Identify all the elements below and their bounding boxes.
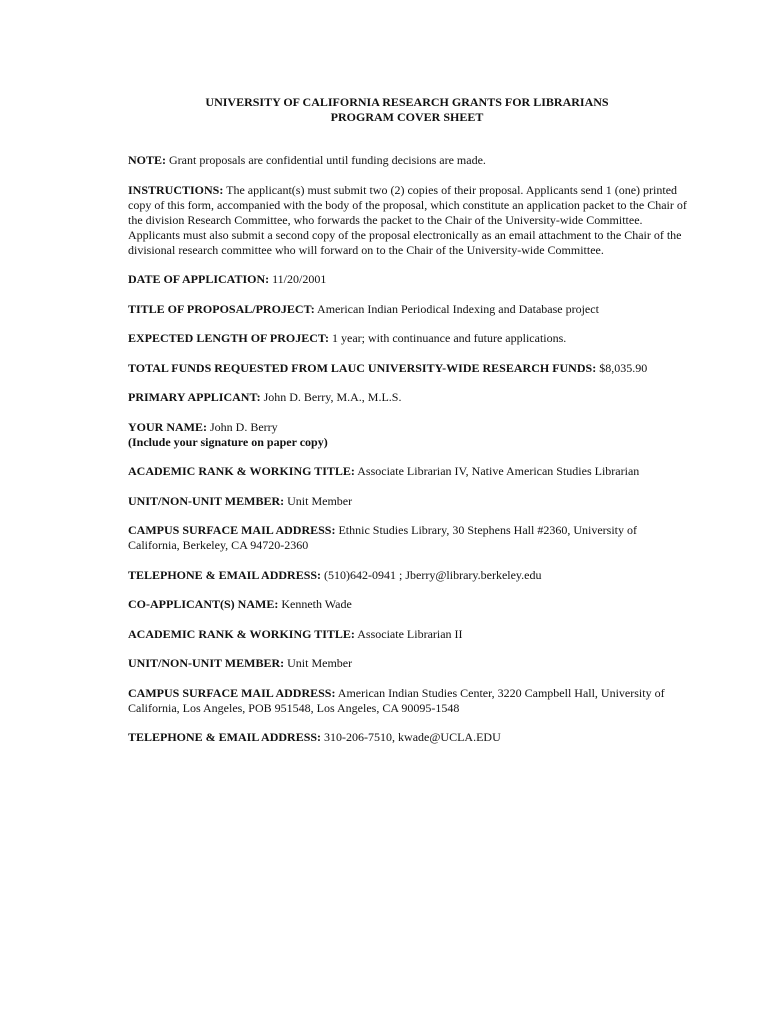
telephone-email-field xyxy=(128,568,688,583)
title-line-2: PROGRAM COVER SHEET xyxy=(330,110,484,124)
date-of-application-field xyxy=(128,272,688,287)
co-applicant-unit-member-field xyxy=(128,656,688,671)
total-funds-label: TOTAL FUNDS REQUESTED FROM LAUC UNIVERSITY-WIDE RESEARCH FUNDS: xyxy=(128,360,597,375)
proposal-title-field xyxy=(128,302,688,317)
expected-length-label: EXPECTED LENGTH OF PROJECT: xyxy=(128,331,330,345)
co-applicant-unit-member-value: Unit Member xyxy=(284,656,353,670)
note-value: Grant proposals are confidential until funding decisions are made. xyxy=(166,153,486,167)
instructions-field xyxy=(128,183,688,258)
co-applicant-campus-address-field xyxy=(128,686,688,716)
co-applicant-telephone-email-label: TELEPHONE & EMAIL ADDRESS: xyxy=(128,730,322,744)
primary-applicant-value: John D. Berry, M.A., M.L.S. xyxy=(260,390,402,404)
total-funds-value: $8,035.90 xyxy=(596,360,648,375)
co-applicant-unit-member-label: UNIT/NON-UNIT MEMBER: xyxy=(128,656,285,670)
co-applicant-academic-rank-label: ACADEMIC RANK & WORKING TITLE: xyxy=(128,626,355,641)
date-of-application-value: 11/20/2001 xyxy=(269,272,327,286)
co-applicant-telephone-email-value: 310-206-7510, kwade@UCLA.EDU xyxy=(321,730,501,744)
co-applicant-telephone-email-field xyxy=(128,730,688,745)
co-applicant-academic-rank-field xyxy=(128,627,688,642)
academic-rank-value: Associate Librarian IV, Native American Studies Librarian xyxy=(354,464,640,478)
unit-member-field xyxy=(128,494,688,509)
unit-member-value: Unit Member xyxy=(284,493,353,508)
co-applicant-label: CO-APPLICANT(S) NAME: xyxy=(128,597,279,611)
proposal-title-value: American Indian Periodical Indexing and Database project xyxy=(314,301,599,316)
expected-length-value: 1 year; with continuance and future applications. xyxy=(329,331,567,345)
unit-member-label: UNIT/NON-UNIT MEMBER: xyxy=(128,493,285,508)
campus-address-field xyxy=(128,523,688,553)
campus-address-label: CAMPUS SURFACE MAIL ADDRESS: xyxy=(128,523,336,537)
co-applicant-value: Kenneth Wade xyxy=(278,597,352,611)
expected-length-field xyxy=(128,331,688,346)
campus-address-value: Ethnic Studies Library, 30 Stephens Hall #2360, University of California, Berkeley, CA 94720-2360 xyxy=(128,523,637,552)
instructions-value: The applicant(s) must submit two (2) copies of their proposal. Applicants send 1 (one) printed copy of this form, accompanied with the body of the proposal, which constitute an application packet to the Chair of the division Research Committee, who forwards the packet to the Chair of the University-wide Committee. Applicants must also submit a second copy of the proposal electronically as an email attachment to the Chair of the divisional research committee who will forward on to the Chair of the University-wide Committee. xyxy=(128,182,687,257)
instructions-label: INSTRUCTIONS: xyxy=(128,182,224,197)
total-funds-field xyxy=(128,361,688,376)
telephone-email-value: (510)642-0941 ; Jberry@library.berkeley.edu xyxy=(321,567,542,582)
academic-rank-label: ACADEMIC RANK & WORKING TITLE: xyxy=(128,464,355,478)
telephone-email-label: TELEPHONE & EMAIL ADDRESS: xyxy=(128,567,322,582)
proposal-title-label: TITLE OF PROPOSAL/PROJECT: xyxy=(128,301,315,316)
co-applicant-campus-address-label: CAMPUS SURFACE MAIL ADDRESS: xyxy=(128,685,336,700)
note-label: NOTE: xyxy=(128,153,167,167)
your-name-label: YOUR NAME: xyxy=(128,419,207,434)
primary-applicant-field xyxy=(128,390,688,405)
your-name-field xyxy=(128,420,688,450)
date-of-application-label: DATE OF APPLICATION: xyxy=(128,272,270,286)
academic-rank-field xyxy=(128,464,688,479)
your-name-value: John D. Berry xyxy=(207,419,278,434)
cover-sheet-body xyxy=(128,153,688,760)
signature-note: (Include your signature on paper copy) xyxy=(128,434,328,449)
co-applicant-campus-address-value: American Indian Studies Center, 3220 Campbell Hall, University of California, Los Angeles, POB 951548, Los Angeles, CA 90095-1548 xyxy=(128,685,665,715)
note-field xyxy=(128,153,688,168)
primary-applicant-label: PRIMARY APPLICANT: xyxy=(128,390,261,404)
title-line-1: UNIVERSITY OF CALIFORNIA RESEARCH GRANTS FOR LIBRARIANS xyxy=(205,95,609,109)
co-applicant-academic-rank-value: Associate Librarian II xyxy=(354,626,463,641)
page-title xyxy=(0,95,770,125)
co-applicant-field xyxy=(128,597,688,612)
